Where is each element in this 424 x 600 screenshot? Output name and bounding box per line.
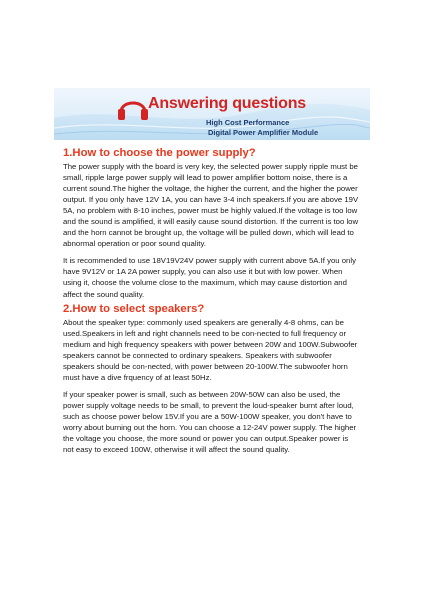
section-paragraph: If your speaker power is small, such as between 20W-50W can also be used, the power supply voltage needs to be small, to prevent the loud-speaker burnt after loud, such as choose power below 15V.If you are a 50W-100W speaker, you don't have to worry about burning out the horn. You can choose a 12-24V power supply. The higher the voltage you choose, the more sound or power you can output.Speaker power is not easy to exceed 100W, otherwise it will affect the sound quality.	[63, 389, 357, 455]
faq-card	[54, 88, 370, 518]
section-heading-power-supply: 1.How to choose the power supply?	[63, 147, 256, 159]
banner-subtitle-line1: High Cost Performance	[206, 118, 290, 127]
section-paragraph: It is recommended to use 18V19V24V power supply with current above 5A.If you only have 9V12V or 1A 2A power supply, you can also use it but with low power. When using it, choose the volume close to the maximum, which may cause distortion and affect the sound quality.	[63, 256, 356, 299]
banner	[54, 88, 370, 140]
section-heading-speakers: 2.How to select speakers?	[63, 302, 205, 315]
banner-title: Answering questions	[148, 95, 306, 112]
section-paragraph: The power supply with the board is very key, the selected power supply ripple must be small, ripple large power supply will lead to power amplifier bottom noise, there is a current sound.The higher the voltage, the higher the current, and the higher the power output. If you only have 12V 1A, you can have 3-4 inch speakers.If you are above 19V 5A, no problem with 8-10 inches, power must be highly valued.If the voltage is too low and the sound is amplified, it will easily cause sound distortion. If the current is too low and the horn cannot be brought up, the voltage will be pulled down, which will lead to abnormal operation or poor sound quality.	[63, 162, 359, 249]
section-paragraph: About the speaker type: commonly used speakers are generally 4-8 ohms, can be used.Speakers in left and right channels need to be con-nected to full frequency or medium and high frequency speakers with power between 20W and 100W.Subwoofer speakers cannot be connected to ordinary speakers. Speakers with subwoofer speakers should be con-nected, with power between 20-100W.The subwoofer horn must have a dive frquency of at least 50Hz.	[63, 317, 358, 382]
faq-content	[54, 140, 370, 455]
headphones-icon	[116, 92, 150, 122]
banner-subtitle-line2: Digital Power Amplifier Module	[208, 128, 319, 137]
